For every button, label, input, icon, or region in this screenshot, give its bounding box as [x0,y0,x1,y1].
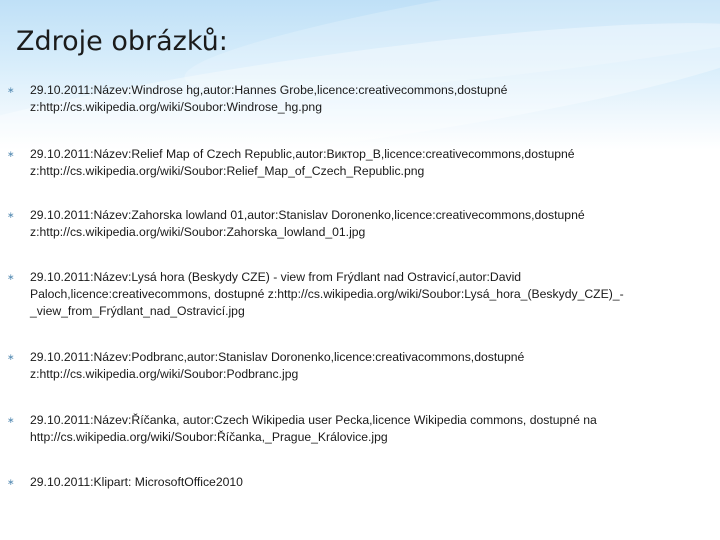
bullet-icon: ∗ [7,415,15,425]
list-item-text: 29.10.2011:Klipart: MicrosoftOffice2010 [30,475,243,489]
bullet-icon: ∗ [7,272,15,282]
list-item [7,146,680,180]
list-item-text: 29.10.2011:Název:Podbranc,autor:Stanislav Doronenko,licence:creativacommons,dostupné z:http://cs.wikipedia.org/wiki/Soubor:Podbranc.jpg [30,350,525,381]
bullet-icon: ∗ [7,210,15,220]
list-item-text: 29.10.2011:Název:Relief Map of Czech Republic,autor:Виктор_В,licence:creativecommons,dostupné z:http://cs.wikipedia.org/wiki/Soubor:Relief_Map_of_Czech_Republic.png [30,147,575,178]
list-item-text: 29.10.2011:Název:Zahorska lowland 01,autor:Stanislav Doronenko,licence:creativecommons,dostupné z:http://cs.wikipedia.org/wiki/Soubor:Zahorska_lowland_01.jpg [30,208,585,239]
list-item [7,207,680,241]
bullet-icon: ∗ [7,477,15,487]
list-item [7,269,680,320]
list-item [7,349,680,383]
list-item-text: 29.10.2011:Název:Lysá hora (Beskydy CZE) - view from Frýdlant nad Ostravicí,autor:David Paloch,licence:creativecommons, dostupné z:http://cs.wikipedia.org/wiki/Soubor:Lysá_hora_(Beskydy_CZE)_-_view_from_Frýdlant_nad_Ostravicí.jpg [30,270,624,318]
bullet-icon: ∗ [7,352,15,362]
bullet-icon: ∗ [7,85,15,95]
list-item-text: 29.10.2011:Název:Říčanka, autor:Czech Wikipedia user Pecka,licence Wikipedia commons, dostupné na http://cs.wikipedia.org/wiki/Soubor:Říčanka,_Prague_Královice.jpg [30,413,597,444]
bullet-icon: ∗ [7,149,15,159]
slide-title: Zdroje obrázků: [16,26,228,57]
list-item [7,412,680,446]
list-item [7,474,680,491]
list-item-text: 29.10.2011:Název:Windrose hg,autor:Hannes Grobe,licence:creativecommons,dostupné z:http://cs.wikipedia.org/wiki/Soubor:Windrose_hg.png [30,83,508,114]
list-item [7,82,680,116]
